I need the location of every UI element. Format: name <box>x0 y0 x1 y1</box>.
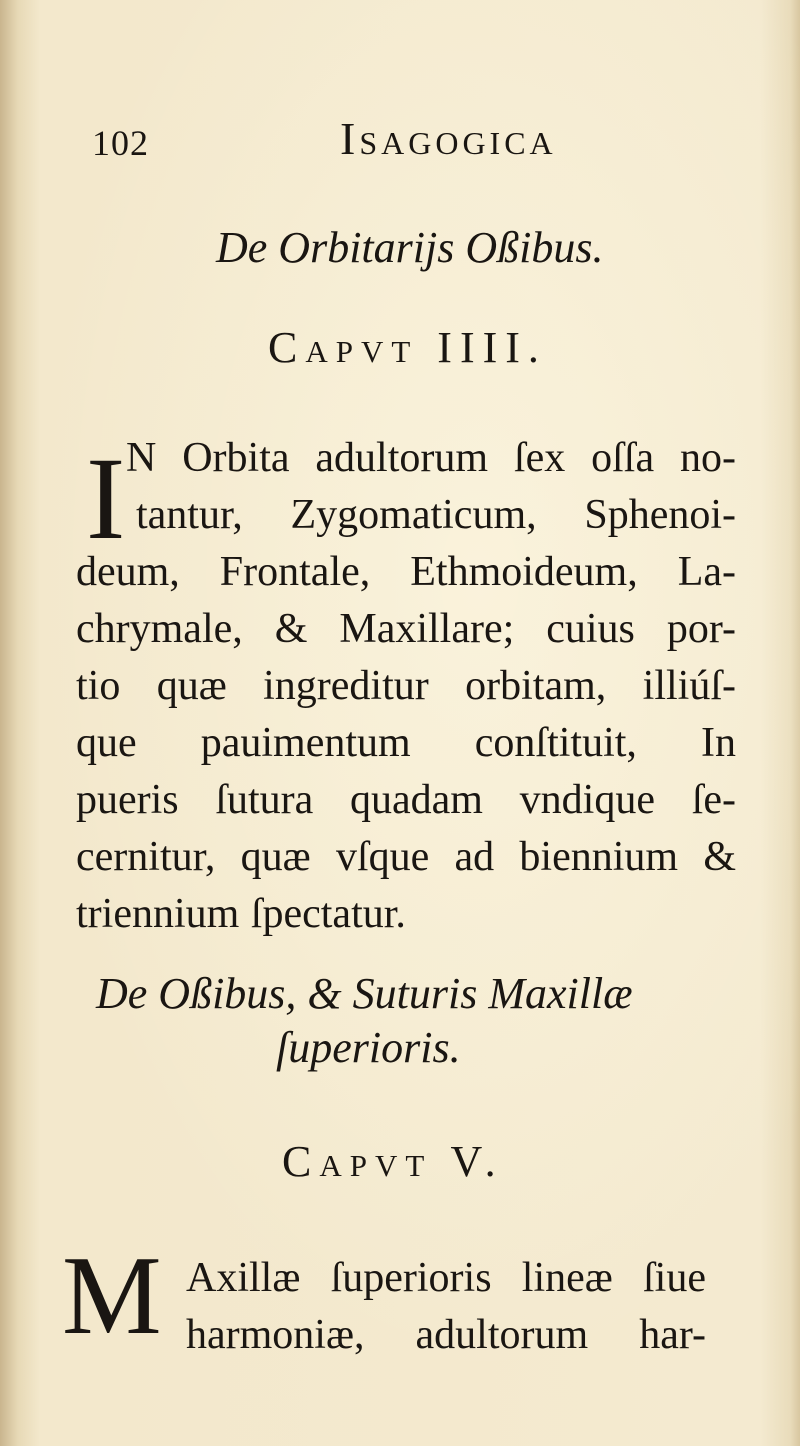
drop-capital-m: M <box>62 1234 162 1358</box>
text-line: tantur, Zygomaticum, Sphenoi- <box>136 492 736 538</box>
page-number: 102 <box>92 123 149 163</box>
running-head <box>0 110 800 180</box>
section-heading-orbit: De Orbitarijs Oßibus. <box>216 223 604 272</box>
chapter-heading-4: Capvt IIII. <box>268 323 547 372</box>
section-heading-maxilla-line2: ſuperioris. <box>276 1023 461 1072</box>
text-line: cernitur, quæ vſque ad biennium & <box>76 834 736 880</box>
running-title: Isagogica <box>340 113 557 164</box>
text-line: chrymale, & Maxillare; cuius por- <box>76 606 736 652</box>
drop-capital-i: I <box>86 433 126 564</box>
chapter-5-text <box>186 1250 706 1364</box>
text-line: tio quæ ingreditur orbitam, illiúſ- <box>76 663 736 709</box>
chapter-4-text <box>76 430 736 943</box>
text-line: que pauimentum conſtituit, In <box>76 720 736 766</box>
text-line: harmoniæ, adultorum har- <box>186 1312 706 1358</box>
chapter-heading-5: Capvt V. <box>282 1137 504 1186</box>
text-line: deum, Frontale, Ethmoideum, La- <box>76 549 736 595</box>
section-heading-maxilla-line1: De Oßibus, & Suturis Maxillæ <box>96 969 633 1018</box>
text-line: Axillæ ſuperioris lineæ ſiue <box>186 1255 706 1301</box>
text-line: N Orbita adultorum ſex oſſa no- <box>126 435 736 481</box>
text-line: triennium ſpectatur. <box>76 891 406 937</box>
text-line: pueris ſutura quadam vndique ſe- <box>76 777 736 823</box>
